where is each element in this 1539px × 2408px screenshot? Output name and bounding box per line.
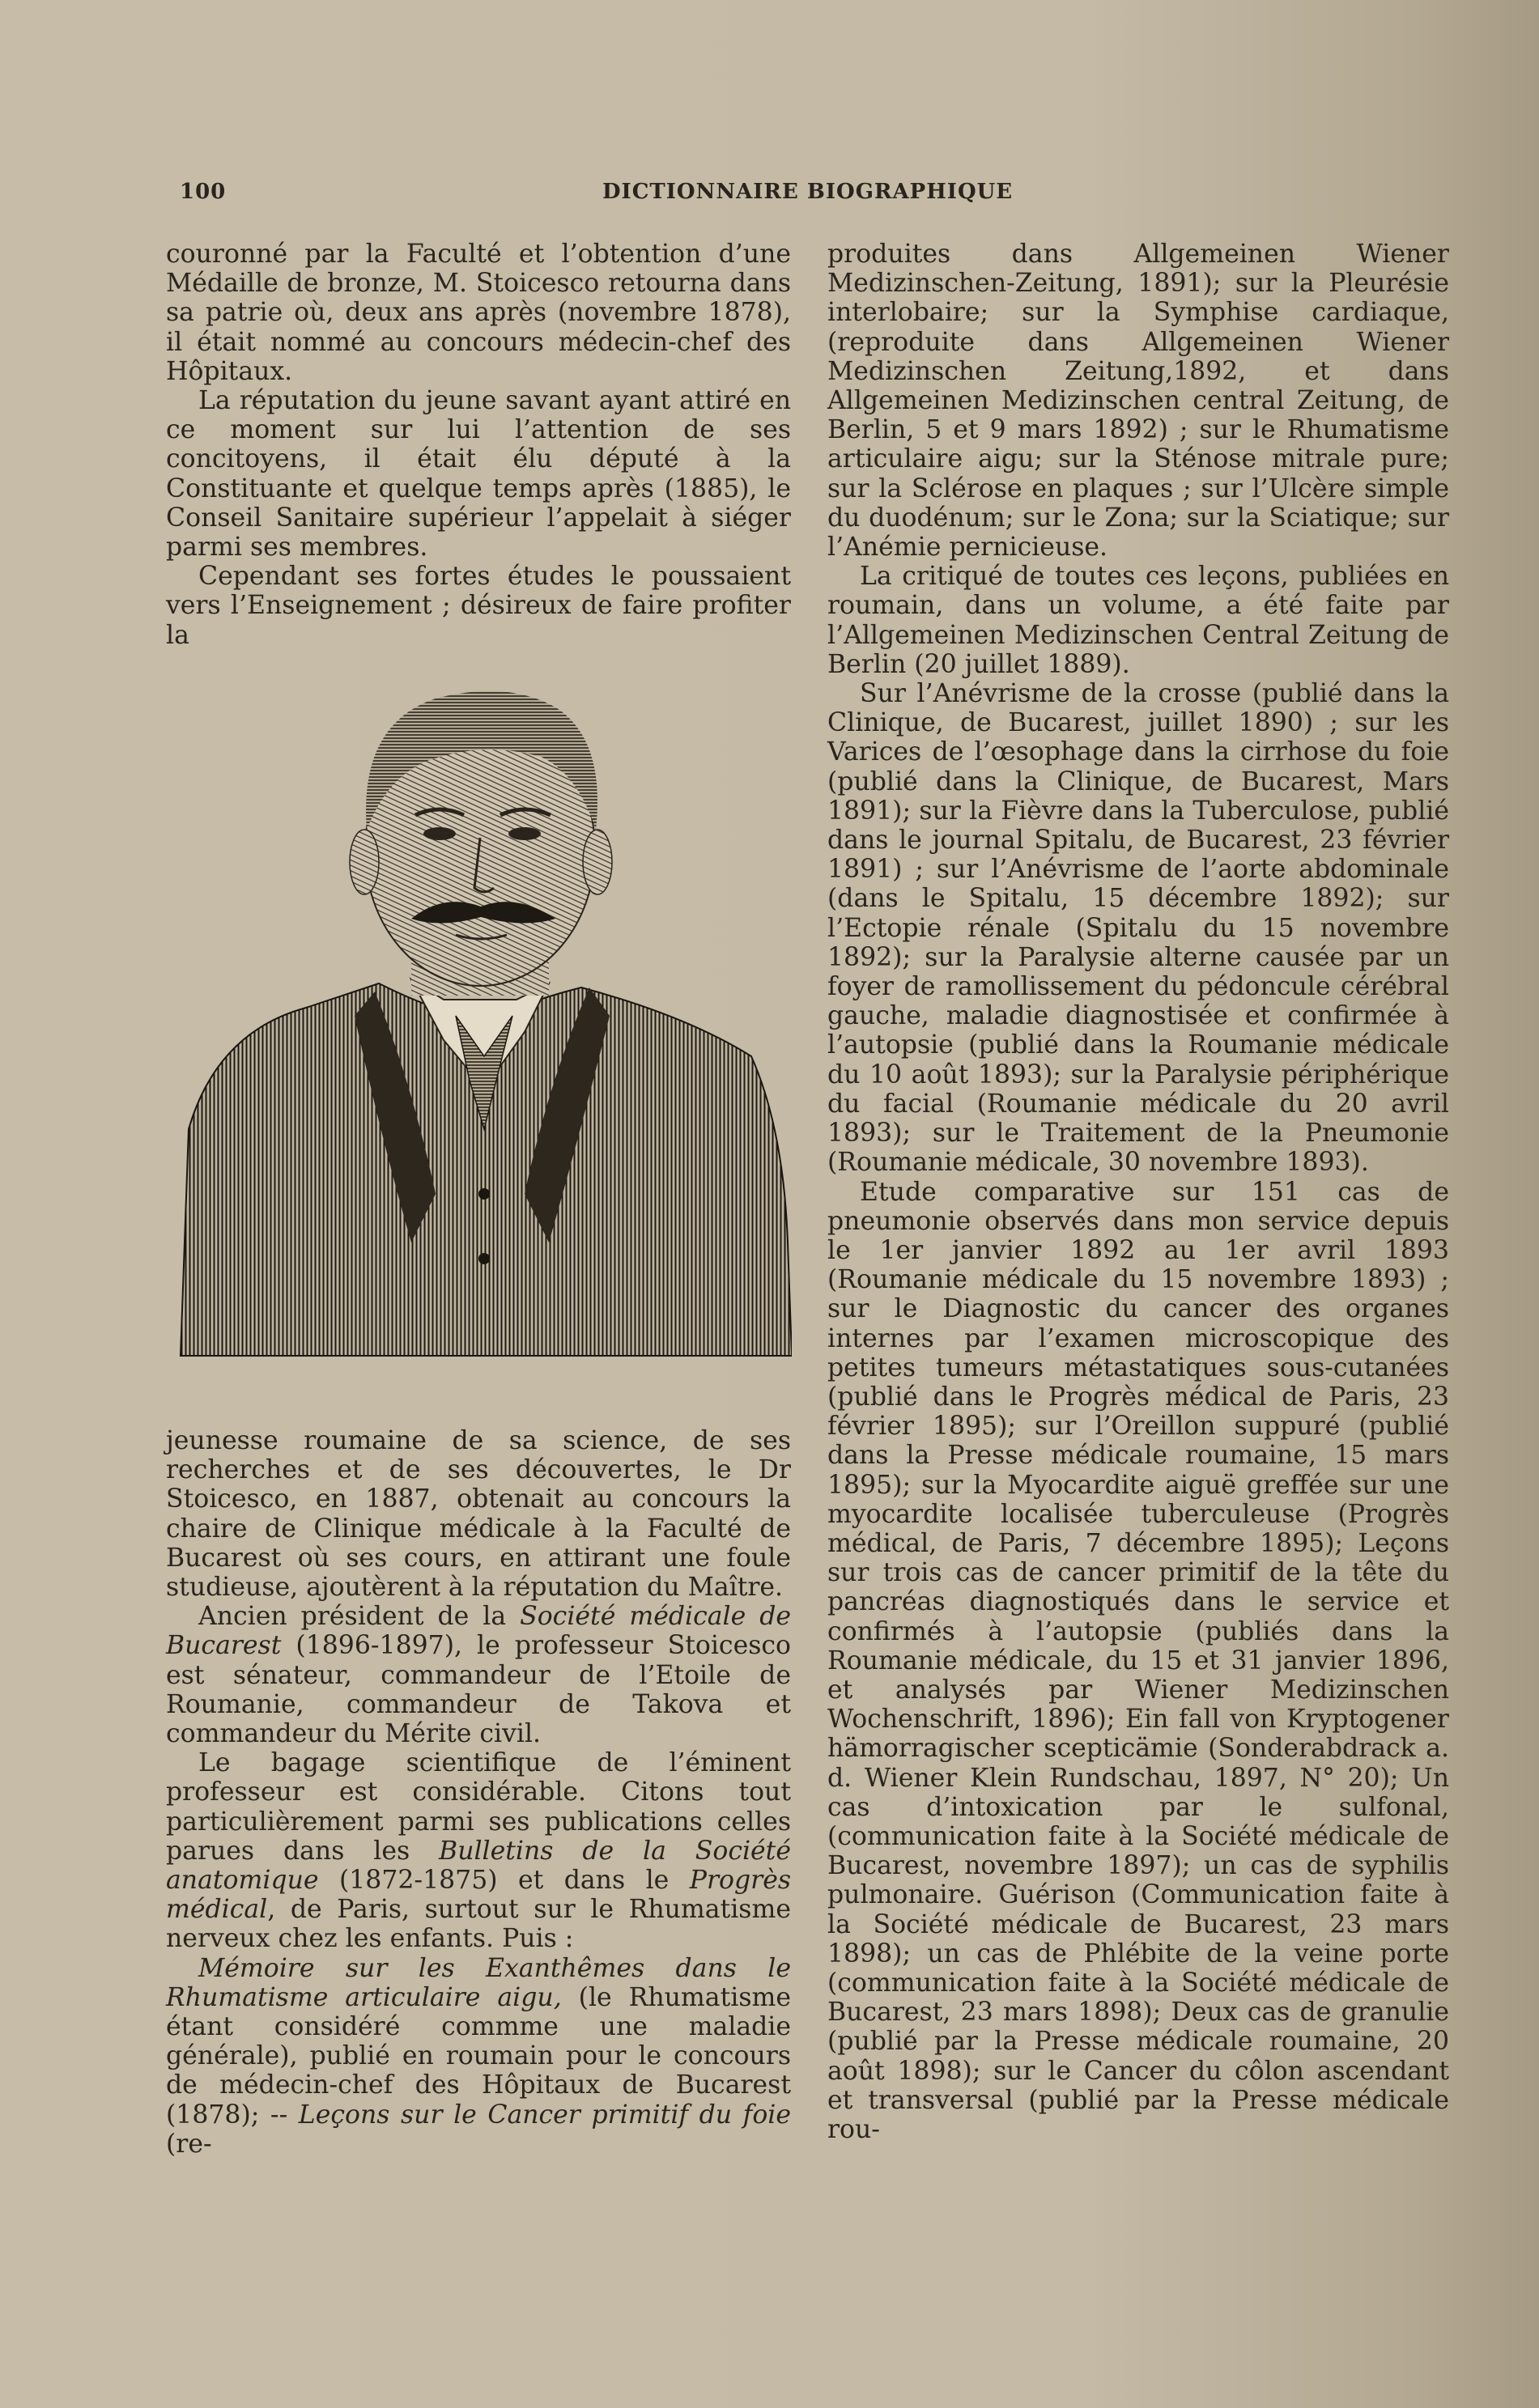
paragraph: Sur l’Anévrisme de la crosse (publié dans la Clinique, de Bucarest, juillet 1890) ; sur les Varices de l’œsophage dans la cirrhose du foie (publié dans la Clinique, de Bucarest, Mars 1891); sur la Fièvre dans la Tuberculose, publié dans le journal Spitalu, de Bucarest, 23 février 1891) ; sur l’Anévrisme de l’aorte abdominale (dans le Spitalu, 15 décembre 1892); sur l’Ectopie rénale (Spitalu du 15 novembre 1892); sur la Paralysie alterne causée par un foyer de ramollissement du pédoncule cérébral gauche, maladie diagnostisée et confirmée à l’autopsie (publié dans la Roumanie médicale du 10 août 1893); sur la Paralysie périphérique du facial (Roumanie médicale du 20 avril 1893); sur le Traitement de la Pneumonie (Roumanie médicale, 30 novembre 1893). [827, 679, 1449, 1178]
paragraph: jeunesse roumaine de sa science, de ses recherches et de ses découvertes, le Dr Stoicesco, en 1887, obtenait au concours la chaire de Clinique médicale à la Faculté de Bucarest où ses cours, en attirant une foule studieuse, ajoutèrent à la réputation du Maître. [166, 1426, 791, 1603]
paragraph: Ancien président de la Société médicale de Bucarest (1896-1897), le professeur Stoicesco est sénateur, commandeur de l’Etoile de Roumanie, commandeur de Takova et commandeur du Mérite civil. [166, 1602, 792, 1749]
paragraph: Etude comparative sur 151 cas de pneumonie observés dans mon service depuis le 1er janvier 1892 au 1er avril 1893 (Roumanie médicale du 15 novembre 1893) ; sur le Diagnostic du cancer des organes internes par l’examen microscopique des petites tumeurs métastatiques sous-cutanées (publié dans le Progrès médical de Paris, 23 février 1895); sur l’Oreillon suppuré (publié dans la Presse médicale roumaine, 15 mars 1895); sur la Myocardite aiguë greffée sur une myocardite localisée tuberculeuse (Progrès médical, de Paris, 7 décembre 1895); Leçons sur trois cas de cancer primitif de la tête du pancréas diagnostiqués dans le service et confirmés à l’autopsie (publiés dans la Roumanie médicale, du 15 et 31 janvier 1896, et analysés par Wiener Medizinschen Wochenschrift, 1896); Ein fall von Kryptogener hämorragischer scepticämie (Sonderabdrack a. d. Wiener Klein Rundschau, 1897, N° 20); Un cas d’intoxication par le sulfonal, (communication faite à la Société médicale de Bucarest, novembre 1897); un cas de syphilis pulmonaire. Guérison (Communication faite à la Société médicale de Bucarest, 23 mars 1898); un cas de Phlébite de la veine porte (communication faite à la Société médicale de Bucarest, 23 mars 1898); Deux cas de granulie (publié par la Presse médicale roumaine, 20 août 1898); sur le Cancer du côlon ascendant et transversal (publié par la Presse médicale rou- [827, 1177, 1449, 2144]
running-title: DICTIONNAIRE BIOGRAPHIQUE [602, 180, 1014, 204]
page-number: 100 [180, 180, 227, 204]
paragraph: produites dans Allgemeinen Wiener Medizinschen-Zeitung, 1891); sur la Pleurésie interlobaire; sur la Symphise cardiaque, (reproduite dans Allgemeinen Wiener Medizinschen Zeitung,1892, et dans Allgemeinen Medizinschen central Zeitung, de Berlin, 5 et 9 mars 1892) ; sur le Rhumatisme articulaire aigu; sur la Sténose mitrale pure; sur la Sclérose en plaques ; sur l’Ulcère simple du duodénum; sur le Zona; sur la Sciatique; sur l’Anémie pernicieuse. [827, 240, 1449, 563]
right-column [827, 240, 1449, 2144]
page-header [180, 180, 1022, 212]
paragraph: Mémoire sur les Exanthêmes dans le Rhumatisme articulaire aigu, (le Rhumatisme étant considéré commme une maladie générale), publié en roumain pour le concours de médecin-chef des Hôpitaux de Bucarest (1878); -- Leçons sur le Cancer primitif du foie (re- [166, 1953, 792, 2159]
left-column-bottom [166, 1426, 791, 2159]
paragraph: Le bagage scientifique de l’éminent professeur est considérable. Citons tout particulièrement parmi ses publications celles parues dans les Bulletins de la Société anatomique (1872-1875) et dans le Progrès médical, de Paris, surtout sur le Rhumatisme nerveux chez les enfants. Puis : [166, 1748, 791, 1954]
paragraph: La critiqué de toutes ces leçons, publiées en roumain, dans un volume, a été faite par l’Allgemeinen Medizinschen Central Zeitung de Berlin (20 juillet 1889). [827, 562, 1449, 679]
portrait-engraving [168, 676, 792, 1368]
left-column-top [166, 240, 791, 650]
paragraph: couronné par la Faculté et l’obtention d’une Médaille de bronze, M. Stoicesco retourna dans sa patrie où, deux ans après (novembre 1878), il était nommé au concours médecin-chef des Hôpitaux. [166, 240, 791, 386]
paragraph: Cependant ses fortes études le poussaient vers l’Enseignement ; désireux de faire profiter la [166, 562, 791, 650]
paragraph: La réputation du jeune savant ayant attiré en ce moment sur lui l’attention de ses concitoyens, il était élu député à la Constituante et quelque temps après (1885), le Conseil Sanitaire supérieur l’appelait à siéger parmi ses membres. [166, 386, 791, 563]
